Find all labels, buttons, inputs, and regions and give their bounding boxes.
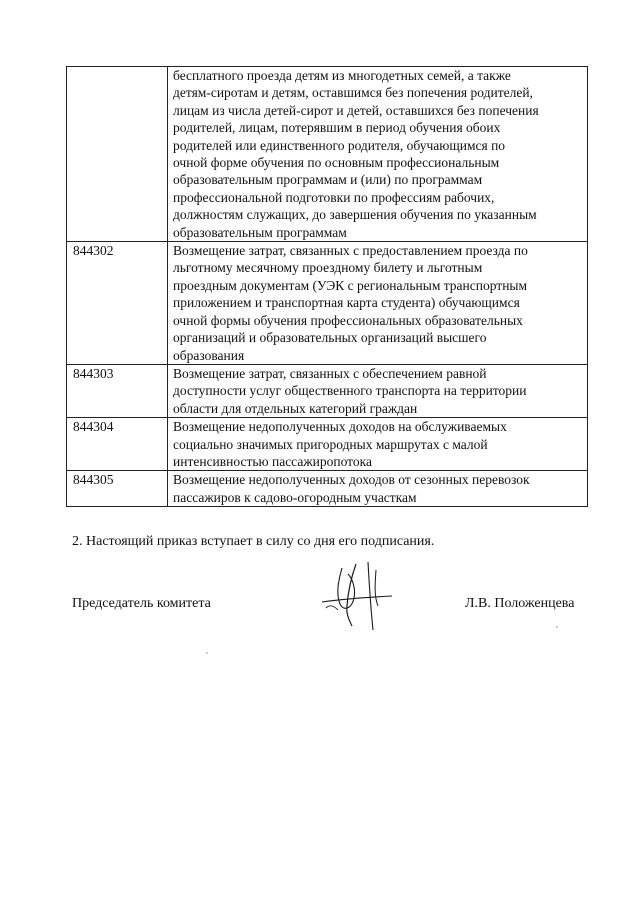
table-body (67, 67, 588, 507)
code-cell: 844303 (67, 364, 168, 417)
description-cell (168, 67, 588, 242)
description-line: доступности услуг общественного транспорта на территории (173, 383, 527, 399)
description-line: Возмещение затрат, связанных с предоставлением проезда по (173, 243, 528, 259)
description-line: пассажиров к садово-огородным участкам (173, 489, 417, 505)
description-line: Возмещение недополученных доходов от сезонных перевозок (173, 472, 530, 488)
table-row (67, 364, 588, 417)
description-cell (168, 364, 588, 417)
description-line: организаций и образовательных организаций высшего (173, 330, 487, 346)
description-line: детям-сиротам и детям, оставшимся без попечения родителей, (173, 85, 533, 101)
table-row (67, 242, 588, 365)
description-cell (168, 418, 588, 471)
scan-speck (206, 652, 208, 654)
budget-codes-table (66, 66, 588, 507)
table-row (67, 418, 588, 471)
description-line: очной форме обучения по основным профессиональным (173, 155, 500, 171)
code-cell: 844304 (67, 418, 168, 471)
code-cell: 844302 (67, 242, 168, 365)
scan-speck (556, 626, 558, 628)
description-cell (168, 242, 588, 365)
description-line: образовательным программам (173, 224, 347, 240)
table-row (67, 471, 588, 507)
description-line: Возмещение затрат, связанных с обеспечением равной (173, 365, 487, 381)
description-line: образовательным программам и (или) по программам (173, 172, 483, 188)
description-line: профессиональной подготовки по профессиям рабочих, (173, 189, 495, 205)
description-line: социально значимых пригородных маршрутах с малой (173, 436, 488, 452)
signer-name: Л.В. Положенцева (465, 596, 575, 611)
table-row (67, 67, 588, 242)
description-line: образования (173, 347, 245, 363)
description-line: лицам из числа детей-сирот и детей, оставшихся без попечения (173, 102, 539, 118)
description-line: льготному месячному проездному билету и льготным (173, 260, 483, 276)
description-line: должностям служащих, до завершения обучения по указанным (173, 207, 537, 223)
code-cell: 844305 (67, 471, 168, 507)
description-line: родителей или единственного родителя, обучающимся по (173, 137, 506, 153)
description-cell (168, 471, 588, 507)
description-line: очной формы обучения профессиональных образовательных (173, 312, 523, 328)
description-line: бесплатного проезда детям из многодетных семей, а также (173, 68, 511, 83)
description-line: области для отдельных категорий граждан (173, 400, 418, 416)
description-line: проездным документам (УЭК с региональным транспортным (173, 277, 528, 293)
description-line: Возмещение недополученных доходов на обслуживаемых (173, 419, 507, 435)
description-line: приложением и транспортная карта студента) обучающимся (173, 295, 520, 311)
order-point-2: 2. Настоящий приказ вступает в силу со дня его подписания. (72, 534, 435, 549)
code-cell (67, 67, 168, 242)
handwritten-signature (318, 560, 396, 632)
signer-title: Председатель комитета (72, 596, 211, 611)
description-line: родителей, лицам, потерявшим в период обучения обоих (173, 120, 501, 136)
description-line: интенсивностью пассажиропотока (173, 453, 372, 469)
